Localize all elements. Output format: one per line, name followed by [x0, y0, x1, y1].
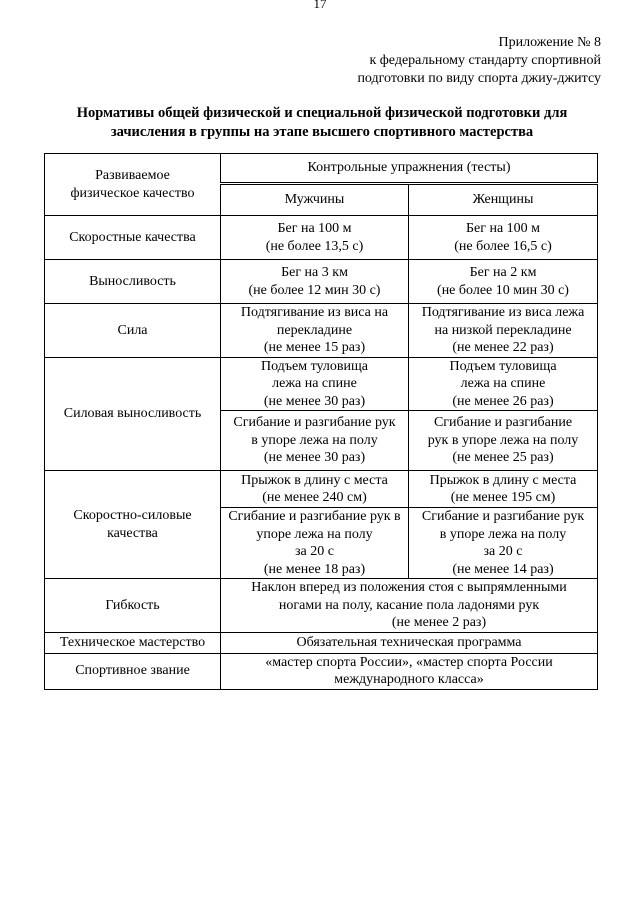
norm-line: Сгибание и разгибание	[433, 415, 573, 431]
norm-line: Прыжок в длину с места	[429, 472, 577, 488]
norm-line: Подъем туловища	[449, 358, 557, 374]
norm-line: (не менее 30 раз)	[263, 393, 366, 409]
norm-line: в упоре лежа на полу	[439, 526, 567, 542]
page-number: 17	[313, 0, 327, 11]
appendix-ref-line: подготовки по виду спорта джиу-джитсу	[357, 71, 601, 86]
header-men: Мужчины	[221, 184, 409, 216]
norm-line: (не более 10 мин 30 с)	[437, 282, 569, 298]
norm-line: Наклон вперед из положения стоя с выпрямленными	[251, 580, 567, 595]
norm-line: за 20 с	[483, 544, 523, 559]
quality-label: Сила	[45, 304, 221, 358]
women-norm	[409, 357, 598, 411]
women-norm	[409, 411, 598, 471]
appendix-ref-line: к федеральному стандарту спортивной	[369, 53, 601, 68]
table-row	[45, 579, 598, 633]
norm-line: (не менее 18 раз)	[263, 561, 366, 577]
norm-line: Бег на 100 м	[465, 221, 541, 236]
norm-line: Прыжок в длину с места	[241, 472, 388, 488]
table-header-row	[45, 154, 598, 184]
table-row	[45, 260, 598, 304]
norm-line: Бег на 2 км	[469, 265, 537, 280]
men-norm	[221, 216, 409, 260]
norm-line: (не менее 240 см)	[262, 490, 367, 505]
women-norm	[409, 260, 598, 304]
norm-line: в упоре лежа на полу	[251, 432, 378, 448]
document-title	[48, 104, 596, 142]
men-norm	[221, 260, 409, 304]
norm-line: рук в упоре лежа на полу	[427, 432, 579, 448]
norm-line: ногами на полу, касание пола ладонями рук	[278, 597, 540, 613]
quality-label: Техническое мастерство	[45, 632, 221, 653]
norm-line: «мастер спорта России», «мастер спорта России	[265, 654, 553, 670]
men-norm	[221, 357, 409, 411]
norm-line: (не менее 15 раз)	[263, 340, 366, 355]
norm-line: перекладине	[276, 322, 353, 338]
norm-line: (не более 13,5 с)	[265, 238, 364, 254]
norm-line: (не менее 2 раз)	[391, 615, 487, 630]
norm-line: Подъем туловища	[260, 358, 369, 374]
norm-line: Сгибание и разгибание рук	[233, 415, 396, 431]
title-line: зачисления в группы на этапе высшего спортивного мастерства	[110, 124, 534, 140]
norms-table	[44, 153, 598, 690]
appendix-number: Приложение № 8	[498, 35, 601, 50]
norm-line: на низкой перекладине	[434, 322, 572, 338]
quality-label: Спортивное звание	[45, 653, 221, 689]
norm-line: (не менее 25 раз)	[452, 450, 554, 466]
women-norm	[409, 216, 598, 260]
flexibility-norm	[221, 579, 598, 633]
technique-norm: Обязательная техническая программа	[221, 632, 598, 653]
men-norm	[221, 508, 409, 579]
norm-line: международного класса»	[334, 672, 484, 687]
norm-line: (не менее 14 раз)	[452, 561, 554, 577]
norm-line: (не менее 26 раз)	[452, 393, 554, 409]
norm-line: (не более 12 мин 30 с)	[248, 282, 381, 298]
men-norm	[221, 471, 409, 508]
header-quality: Развиваемое физическое качество	[45, 154, 221, 216]
norm-line: Сгибание и разгибание рук в	[228, 509, 401, 524]
table-row	[45, 304, 598, 358]
header-tests: Контрольные упражнения (тесты)	[221, 154, 598, 184]
norm-line: (не менее 195 см)	[450, 490, 556, 505]
quality-label: Гибкость	[45, 579, 221, 633]
table-row	[45, 653, 598, 689]
table-row	[45, 632, 598, 653]
norm-line: (не менее 22 раз)	[452, 340, 554, 355]
quality-label: Скоростные качества	[45, 216, 221, 260]
table-row	[45, 216, 598, 260]
header-women: Женщины	[409, 184, 598, 216]
men-norm	[221, 304, 409, 358]
women-norm	[409, 471, 598, 508]
women-norm	[409, 508, 598, 579]
label-line: качества	[107, 525, 158, 541]
norm-line: Сгибание и разгибание рук	[421, 509, 585, 524]
norm-line: упоре лежа на полу	[256, 526, 373, 542]
quality-label	[45, 471, 221, 579]
appendix-header	[271, 34, 601, 88]
norm-line: (не более 16,5 с)	[454, 238, 552, 254]
women-norm	[409, 304, 598, 358]
men-norm	[221, 411, 409, 471]
norm-line: Подтягивание из виса на	[240, 305, 389, 320]
quality-label: Силовая выносливость	[45, 357, 221, 471]
title-line: Нормативы общей физической и специальной физической подготовки для	[76, 105, 568, 121]
norm-line: Подтягивание из виса лежа	[421, 305, 585, 320]
norm-line: за 20 с	[295, 544, 334, 559]
norm-line: Бег на 100 м	[277, 221, 352, 236]
norm-line: (не менее 30 раз)	[263, 450, 366, 466]
table-row	[45, 471, 598, 508]
label-line: Скоростно-силовые	[73, 508, 192, 523]
norm-line: Бег на 3 км	[281, 265, 348, 280]
norm-line: лежа на спине	[460, 376, 546, 391]
sport-title-norm	[221, 653, 598, 689]
table-row	[45, 357, 598, 411]
norm-line: лежа на спине	[272, 376, 357, 391]
quality-label: Выносливость	[45, 260, 221, 304]
